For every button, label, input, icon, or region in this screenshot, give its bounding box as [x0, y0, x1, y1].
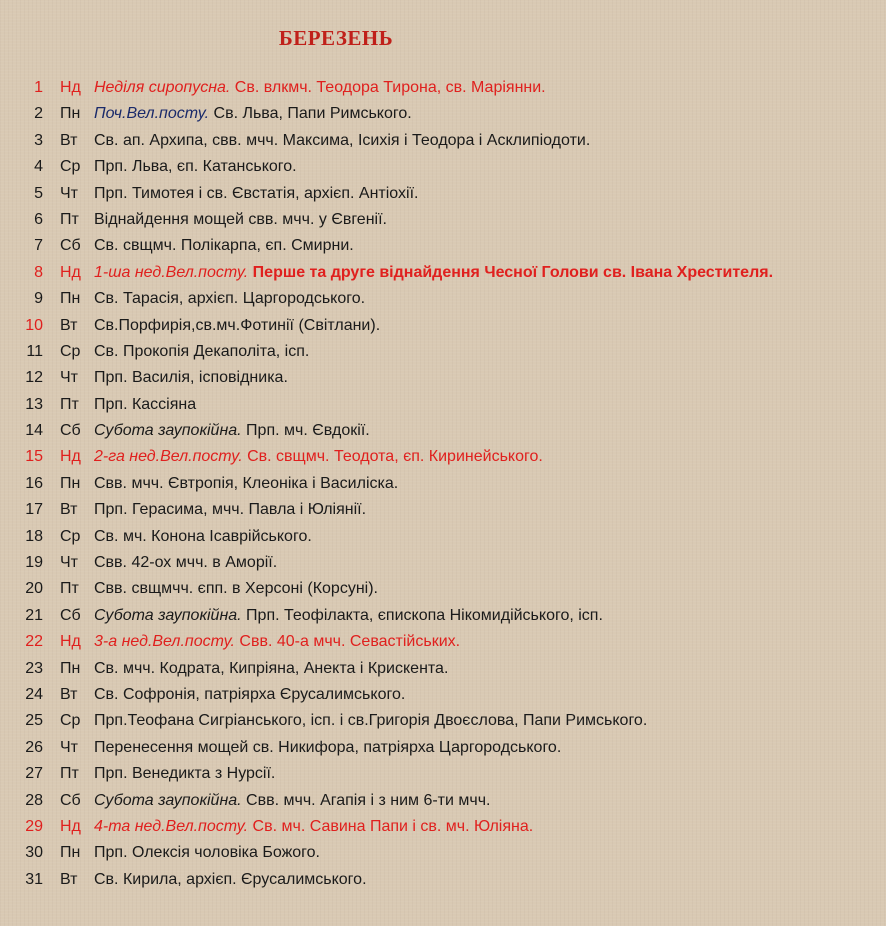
feast-saint-text: Св.Порфирія,св.мч.Фотинії (Світлани).: [94, 316, 381, 334]
feast-description: [94, 181, 418, 207]
feast-saint-text: Свв. 42-ох мчч. в Аморії.: [94, 554, 278, 572]
day-of-week: Пн: [60, 474, 81, 492]
feast-saint-text: Свв. мчч. Євтропія, Клеоніка і Василіска.: [94, 474, 399, 492]
feast-description: [94, 497, 366, 523]
feast-liturgical-note: Неділя сиропусна.: [94, 79, 231, 96]
feast-description: [94, 471, 398, 497]
month-title: БЕРЕЗЕНЬ: [278, 26, 394, 50]
feast-description: [94, 75, 546, 101]
calendar-day-row: [0, 576, 886, 602]
day-of-week: Сб: [60, 791, 81, 809]
day-of-week: Сб: [60, 237, 81, 255]
day-number: 31: [25, 870, 43, 888]
calendar-day-row: [0, 471, 886, 497]
feast-saint-text: Св. мчч. Кодрата, Кипріяна, Анекта і Крискента.: [94, 659, 449, 677]
feast-description: [94, 761, 275, 787]
day-of-week: Вт: [60, 131, 78, 149]
day-of-week: Нд: [60, 79, 81, 96]
feast-liturgical-note: 3-а нед.Вел.посту.: [94, 633, 235, 651]
day-number: 27: [25, 765, 43, 783]
feast-description: [94, 656, 448, 682]
feast-saint-text: Віднайдення мощей свв. мчч. у Євгенії.: [94, 210, 387, 228]
feast-description: [94, 207, 387, 233]
day-number: 30: [25, 844, 43, 862]
calendar-day-row: [0, 550, 886, 576]
feast-liturgical-note: 2-га нед.Вел.посту.: [94, 448, 243, 466]
feast-saint-text: Прп. Венедикта з Нурсії.: [94, 765, 276, 783]
feast-description: [94, 576, 378, 602]
day-of-week: Пт: [60, 765, 79, 783]
calendar-day-row: [0, 497, 886, 523]
feast-saint-text: Свв. свщмчч. єпп. в Херсоні (Корсуні).: [94, 580, 378, 598]
day-number: 11: [26, 342, 43, 360]
day-number: 10: [25, 316, 43, 334]
calendar-day-row: [0, 840, 886, 866]
calendar-day-row: [0, 444, 886, 470]
day-number: 22: [25, 633, 43, 651]
calendar-day-row: [0, 629, 886, 655]
day-number: 2: [34, 105, 43, 123]
calendar-day-row: [0, 708, 886, 734]
calendar-day-row: [0, 365, 886, 391]
feast-liturgical-note: 4-та нед.Вел.посту.: [94, 817, 249, 835]
feast-saint-text: Прп. Олексія чоловіка Божого.: [94, 844, 320, 862]
feast-saint-text: Свв. 40-а мчч. Севастійських.: [234, 633, 461, 651]
feast-saint-text: Св. Прокопія Декаполіта, ісп.: [94, 342, 310, 360]
feast-liturgical-note: Поч.Вел.посту.: [94, 105, 210, 123]
feast-description: [94, 524, 312, 550]
day-of-week: Пт: [60, 210, 79, 228]
feast-description: [94, 233, 354, 259]
calendar-day-list: [0, 75, 886, 893]
day-number: 3: [34, 131, 43, 149]
day-of-week: Сб: [60, 422, 81, 440]
feast-saint-text: Св. мч. Конона Ісаврійського.: [94, 527, 312, 545]
calendar-day-row: [0, 154, 886, 180]
feast-description: [94, 128, 590, 154]
feast-saint-text: Св. Кирила, архієп. Єрусалимського.: [94, 870, 367, 888]
feast-description: [94, 418, 370, 444]
day-number: 28: [25, 791, 43, 809]
day-of-week: Нд: [60, 448, 81, 466]
day-of-week: Чт: [60, 369, 78, 387]
day-of-week: Сб: [60, 606, 81, 624]
feast-saint-text: Перше та друге віднайдення Чесної Голови св. Івана Хрестителя.: [248, 263, 774, 281]
calendar-day-row: [0, 814, 886, 840]
day-number: 6: [34, 210, 43, 228]
calendar-day-row: [0, 286, 886, 312]
feast-description: [94, 339, 309, 365]
calendar-day-row: [0, 313, 886, 339]
day-number: 20: [25, 580, 43, 598]
feast-saint-text: Св. мч. Савина Папи і св. мч. Юліяна.: [248, 817, 534, 835]
day-number: 7: [34, 237, 43, 255]
day-number: 4: [34, 158, 43, 176]
feast-saint-text: Св. ап. Архипа, свв. мчч. Максима, Ісихія і Теодора і Асклипіодоти.: [94, 131, 591, 149]
feast-saint-text: Прп. Герасима, мчч. Павла і Юліянії.: [94, 501, 367, 519]
calendar-day-row: [0, 75, 886, 101]
day-of-week: Чт: [60, 184, 78, 202]
day-number: 29: [25, 817, 43, 835]
day-number: 21: [25, 606, 43, 624]
feast-description: [94, 735, 561, 761]
calendar-day-row: [0, 761, 886, 787]
calendar-day-row: [0, 603, 886, 629]
feast-liturgical-note: 1-ша нед.Вел.посту.: [94, 263, 249, 281]
day-of-week: Ср: [60, 158, 81, 176]
feast-liturgical-note: Субота заупокійна.: [94, 422, 242, 440]
calendar-day-row: [0, 181, 886, 207]
feast-saint-text: Св. Софронія, патріярха Єрусалимського.: [94, 685, 406, 703]
day-number: 23: [25, 659, 43, 677]
feast-saint-text: Св. Льва, Папи Римського.: [209, 105, 412, 123]
calendar-day-row: [0, 128, 886, 154]
day-number: 24: [25, 685, 43, 703]
feast-saint-text: Св. Тарасія, архієп. Царгородського.: [94, 290, 366, 308]
day-of-week: Нд: [60, 263, 81, 281]
day-of-week: Вт: [60, 501, 78, 519]
feast-description: [94, 629, 460, 655]
calendar-day-row: [0, 867, 886, 893]
day-number: 12: [25, 369, 43, 387]
feast-saint-text: Св. влкмч. Теодора Тирона, св. Маріянни.: [230, 79, 546, 96]
feast-description: [94, 550, 277, 576]
calendar-day-row: [0, 101, 886, 127]
feast-description: [94, 788, 491, 814]
calendar-day-row: [0, 233, 886, 259]
day-of-week: Пн: [60, 105, 81, 123]
feast-saint-text: Перенесення мощей св. Никифора, патріярха Царгородського.: [94, 738, 562, 756]
feast-description: [94, 682, 405, 708]
feast-saint-text: Прп. Василія, ісповідника.: [94, 369, 288, 387]
day-of-week: Ср: [60, 342, 81, 360]
feast-saint-text: Св. свщмч. Полікарпа, єп. Смирни.: [94, 237, 354, 255]
feast-description: [94, 392, 196, 418]
day-number: 14: [25, 422, 43, 440]
day-of-week: Вт: [60, 316, 78, 334]
feast-saint-text: Прп.Теофана Сигріанського, ісп. і св.Григорія Двоєслова, Папи Римського.: [94, 712, 648, 730]
calendar-day-row: [0, 656, 886, 682]
day-of-week: Пн: [60, 659, 81, 677]
calendar-day-row: [0, 524, 886, 550]
feast-description: [94, 603, 603, 629]
day-of-week: Вт: [60, 685, 78, 703]
feast-saint-text: Прп. Кассіяна: [94, 395, 197, 413]
feast-saint-text: Прп. Тимотея і св. Євстатія, архієп. Антіохії.: [94, 184, 419, 202]
feast-description: [94, 814, 533, 840]
calendar-day-row: [0, 392, 886, 418]
feast-saint-text: Свв. мчч. Агапія і з ним 6-ти мчч.: [241, 791, 491, 809]
day-of-week: Чт: [60, 738, 78, 756]
feast-saint-text: Прп. мч. Євдокії.: [241, 422, 370, 440]
day-number: 17: [25, 501, 43, 519]
feast-description: [94, 708, 647, 734]
calendar-day-row: [0, 735, 886, 761]
day-number: 19: [25, 554, 43, 572]
feast-description: [94, 444, 543, 470]
feast-saint-text: Прп. Теофілакта, єпископа Нікомидійського, ісп.: [241, 606, 603, 624]
day-number: 15: [25, 448, 43, 466]
feast-description: [94, 260, 773, 286]
calendar-day-row: [0, 260, 886, 286]
calendar-day-row: [0, 788, 886, 814]
calendar-day-row: [0, 418, 886, 444]
feast-description: [94, 365, 288, 391]
feast-description: [94, 154, 297, 180]
day-of-week: Ср: [60, 527, 81, 545]
day-of-week: Пн: [60, 290, 81, 308]
feast-description: [94, 286, 365, 312]
day-number: 16: [25, 474, 43, 492]
feast-description: [94, 313, 380, 339]
day-of-week: Нд: [60, 817, 81, 835]
day-number: 25: [25, 712, 43, 730]
feast-description: [94, 867, 367, 893]
calendar-day-row: [0, 207, 886, 233]
day-number: 5: [34, 184, 43, 202]
feast-description: [94, 101, 412, 127]
feast-liturgical-note: Субота заупокійна.: [94, 791, 242, 809]
calendar-day-row: [0, 339, 886, 365]
day-number: 26: [25, 738, 43, 756]
feast-description: [94, 840, 320, 866]
calendar-day-row: [0, 682, 886, 708]
day-of-week: Пт: [60, 580, 79, 598]
day-number: 8: [34, 263, 43, 281]
feast-liturgical-note: Субота заупокійна.: [94, 606, 242, 624]
day-number: 18: [25, 527, 43, 545]
day-number: 9: [34, 290, 43, 308]
day-of-week: Пн: [60, 844, 81, 862]
day-number: 13: [25, 395, 43, 413]
feast-saint-text: Прп. Льва, єп. Катанського.: [94, 158, 297, 176]
day-of-week: Пт: [60, 395, 79, 413]
day-of-week: Нд: [60, 633, 81, 651]
day-of-week: Ср: [60, 712, 81, 730]
day-of-week: Чт: [60, 554, 78, 572]
feast-saint-text: Св. свщмч. Теодота, єп. Киринейського.: [242, 448, 543, 466]
day-of-week: Вт: [60, 870, 78, 888]
day-number: 1: [34, 79, 43, 96]
